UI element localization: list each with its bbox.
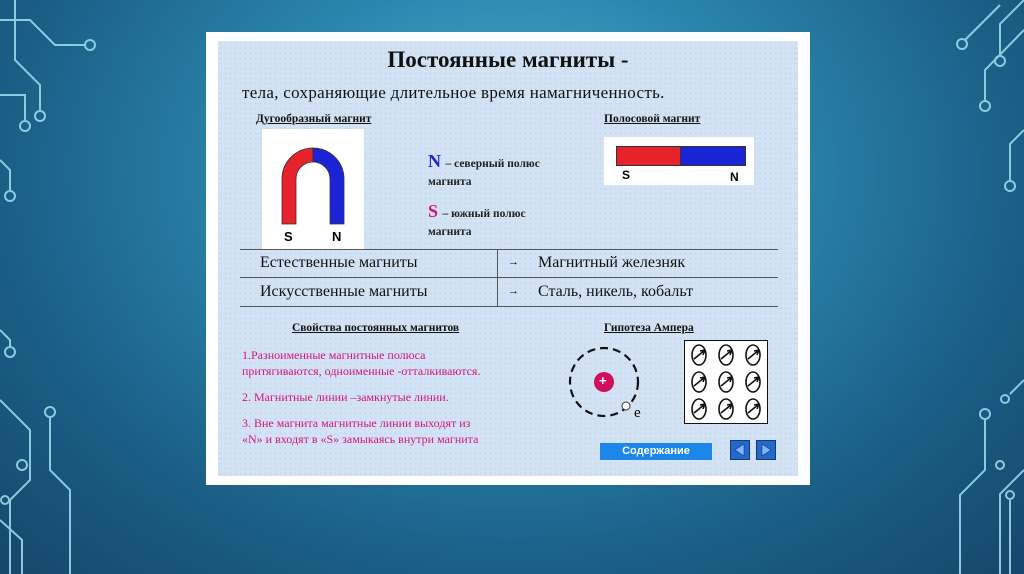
current-loop-icon — [719, 399, 733, 419]
arrow-right-icon — [757, 441, 775, 459]
atom-diagram — [558, 337, 648, 427]
electron-label: e — [634, 405, 641, 421]
current-loop-icon — [692, 372, 706, 392]
prev-slide-button[interactable] — [730, 440, 750, 460]
property-3 — [242, 415, 478, 447]
north-text: – северный полюс — [445, 158, 540, 170]
arrow-right-icon: → — [508, 256, 519, 268]
contents-button[interactable]: Содержание — [600, 443, 712, 460]
table-row-1-right: Магнитный железняк — [538, 254, 686, 271]
south-letter: S — [428, 201, 439, 221]
molecular-currents-icon — [685, 341, 767, 423]
table-rule-bottom — [240, 306, 778, 307]
horseshoe-pole-s: S — [284, 229, 293, 244]
table-rule-top — [240, 249, 778, 250]
table-row-2-left: Искусственные магниты — [260, 283, 428, 300]
ampere-currents-grid — [684, 340, 768, 424]
next-slide-button[interactable] — [756, 440, 776, 460]
property-1-line-2: притягиваются, одноименные -отталкиваются. — [242, 364, 481, 378]
current-loop-icon — [746, 372, 760, 392]
south-pole-description — [428, 201, 526, 240]
horseshoe-magnet-icon — [262, 129, 364, 249]
current-loop-icon — [746, 345, 760, 365]
north-text-2: магнита — [428, 176, 472, 188]
property-3-line-1: 3. Вне магнита магнитные линии выходят из — [242, 416, 471, 430]
slide-frame — [206, 32, 810, 485]
current-loop-icon — [692, 345, 706, 365]
north-letter: N — [428, 151, 441, 171]
bar-north-half — [680, 146, 746, 166]
property-3-line-2: «N» и входят в «S» замыкаясь внутри магнита — [242, 432, 479, 446]
property-2: 2. Магнитные линии –замкнутые линии. — [242, 390, 449, 404]
table-row-2-right: Сталь, никель, кобальт — [538, 283, 694, 300]
bar-magnet-box — [604, 137, 754, 185]
arrow-right-icon: → — [508, 285, 519, 297]
definition-text: тела, сохраняющие длительное время намагниченность. — [242, 83, 665, 102]
property-1-line-1: 1.Разноименные магнитные полюса — [242, 348, 426, 362]
ampere-heading: Гипотеза Ампера — [604, 322, 694, 334]
table-rule-middle — [240, 277, 778, 278]
current-loop-icon — [719, 345, 733, 365]
south-text-2: магнита — [428, 226, 472, 238]
content-panel — [218, 41, 798, 476]
bar-magnet-label: Полосовой магнит — [604, 113, 701, 125]
current-loop-icon — [746, 399, 760, 419]
nucleus-plus: + — [599, 373, 607, 388]
horseshoe-magnet-box — [262, 129, 364, 249]
south-text: – южный полюс — [442, 208, 526, 220]
bar-pole-n: N — [730, 170, 739, 184]
horseshoe-pole-n: N — [332, 229, 342, 244]
current-loop-icon — [719, 372, 733, 392]
table-divider — [497, 249, 498, 307]
bar-south-half — [616, 146, 682, 166]
arrow-left-icon — [731, 441, 749, 459]
property-1 — [242, 347, 480, 379]
bar-pole-s: S — [622, 168, 631, 182]
current-loop-icon — [692, 399, 706, 419]
properties-heading: Свойства постоянных магнитов — [292, 322, 460, 334]
horseshoe-magnet-label: Дугообразный магнит — [256, 113, 372, 125]
page-title: Постоянные магниты - — [387, 47, 629, 72]
table-row-1-left: Естественные магниты — [260, 254, 418, 271]
north-pole-description — [428, 151, 540, 190]
